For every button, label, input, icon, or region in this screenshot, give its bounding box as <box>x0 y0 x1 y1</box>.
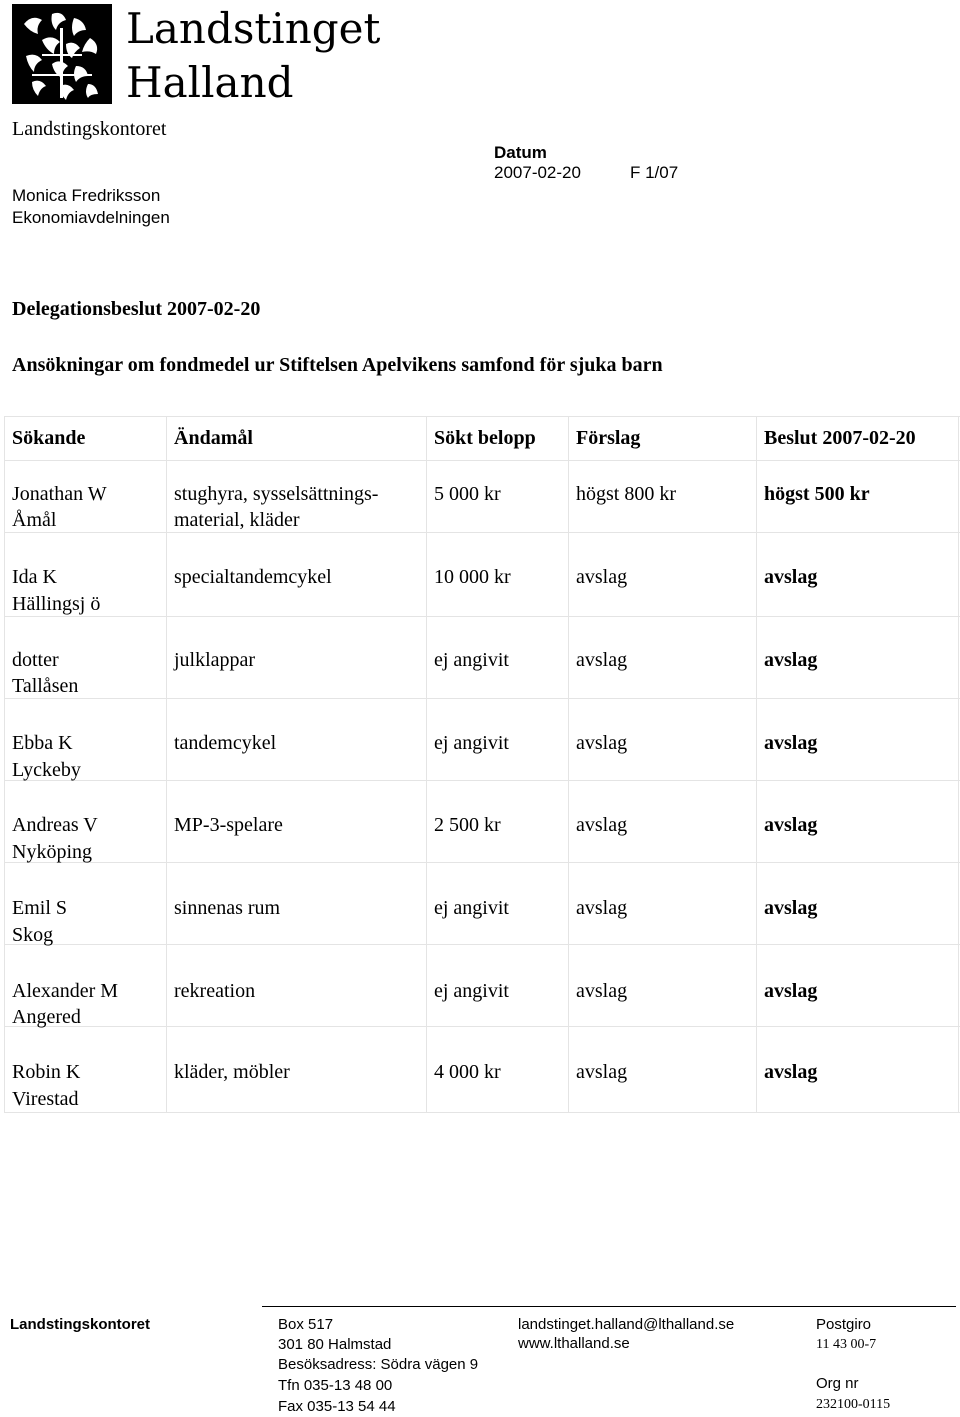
org-name-line2: Halland <box>126 58 294 107</box>
purpose: rekreation <box>174 980 256 1002</box>
decision: avslag <box>764 649 818 671</box>
applicant-place: Angered <box>12 1006 81 1028</box>
requested-amount: ej angivit <box>434 897 509 919</box>
doc-reference: F 1/07 <box>630 163 679 182</box>
column-header-applicant: Sökande <box>12 427 86 449</box>
purpose: sinnenas rum <box>174 897 281 919</box>
applicant-place: Åmål <box>12 509 57 531</box>
footer-divider <box>262 1306 956 1307</box>
decision: avslag <box>764 566 818 588</box>
document-subtitle: Ansökningar om fondmedel ur Stiftelsen Apelvikens samfond för sjuka barn <box>12 354 663 376</box>
document-title: Delegationsbeslut 2007-02-20 <box>12 298 261 320</box>
requested-amount: ej angivit <box>434 649 509 671</box>
flower-emblem-icon <box>12 4 112 104</box>
footer-office: Landstingskontoret <box>10 1316 151 1333</box>
proposal: högst 800 kr <box>576 483 676 505</box>
proposal: avslag <box>576 980 628 1002</box>
applicant-name: Alexander M <box>12 980 119 1002</box>
applicant-place: Lyckeby <box>12 759 81 781</box>
footer-postal: 301 80 Halmstad <box>278 1336 392 1353</box>
footer-orgnr-value: 232100-0115 <box>816 1397 891 1412</box>
requested-amount: ej angivit <box>434 732 509 754</box>
footer-box: Box 517 <box>278 1316 334 1333</box>
decision: avslag <box>764 1061 818 1083</box>
logo-emblem <box>12 4 112 104</box>
date-label: Datum <box>494 143 547 162</box>
applicant-name: Ida K <box>12 566 57 588</box>
footer-postgiro-value: 11 43 00-7 <box>816 1337 877 1352</box>
decision: avslag <box>764 897 818 919</box>
applicant-place: Hällingsj ö <box>12 593 101 615</box>
proposal: avslag <box>576 566 628 588</box>
office-name: Landstingskontoret <box>12 118 167 140</box>
footer-orgnr-label: Org nr <box>816 1375 859 1392</box>
purpose: kläder, möbler <box>174 1061 290 1083</box>
org-name-line1: Landstinget <box>126 4 381 53</box>
proposal: avslag <box>576 897 628 919</box>
applicant-place: Nyköping <box>12 841 92 863</box>
applicant-name: Andreas V <box>12 814 98 836</box>
footer-phone: Tfn 035-13 48 00 <box>278 1377 393 1394</box>
applicant-name: Emil S <box>12 897 68 919</box>
requested-amount: 2 500 kr <box>434 814 501 836</box>
applicant-place: Virestad <box>12 1088 79 1110</box>
decision: högst 500 kr <box>764 483 870 505</box>
decision: avslag <box>764 732 818 754</box>
column-header-decision: Beslut 2007-02-20 <box>764 427 916 449</box>
column-header-amount: Sökt belopp <box>434 427 536 449</box>
applicant-name: Ebba K <box>12 732 73 754</box>
decision: avslag <box>764 814 818 836</box>
purpose: stughyra, sysselsättnings- <box>174 483 379 505</box>
applicant-name: Robin K <box>12 1061 81 1083</box>
proposal: avslag <box>576 814 628 836</box>
purpose: MP-3-spelare <box>174 814 283 836</box>
requested-amount: ej angivit <box>434 980 509 1002</box>
requested-amount: 4 000 kr <box>434 1061 501 1083</box>
footer-email[interactable]: landstinget.halland@lthalland.se <box>518 1316 735 1333</box>
date-value: 2007-02-20 <box>494 163 581 182</box>
footer-visit-address: Besöksadress: Södra vägen 9 <box>278 1356 479 1373</box>
proposal: avslag <box>576 1061 628 1083</box>
column-header-proposal: Förslag <box>576 427 641 449</box>
purpose-continued: material, kläder <box>174 509 300 531</box>
applicant-name: dotter <box>12 649 59 671</box>
purpose: tandemcykel <box>174 732 277 754</box>
purpose: specialtandemcykel <box>174 566 332 588</box>
applicant-place: Skog <box>12 924 54 946</box>
applicant-name: Jonathan W <box>12 483 107 505</box>
proposal: avslag <box>576 649 628 671</box>
proposal: avslag <box>576 732 628 754</box>
requested-amount: 5 000 kr <box>434 483 501 505</box>
applicant-place: Tallåsen <box>12 675 79 697</box>
footer-postgiro-label: Postgiro <box>816 1316 872 1333</box>
decision: avslag <box>764 980 818 1002</box>
department-name: Ekonomiavdelningen <box>12 208 170 227</box>
requested-amount: 10 000 kr <box>434 566 511 588</box>
column-header-purpose: Ändamål <box>174 427 253 449</box>
author-name: Monica Fredriksson <box>12 186 161 205</box>
footer-website[interactable]: www.lthalland.se <box>518 1335 630 1352</box>
purpose: julklappar <box>174 649 256 671</box>
footer-fax: Fax 035-13 54 44 <box>278 1398 396 1415</box>
